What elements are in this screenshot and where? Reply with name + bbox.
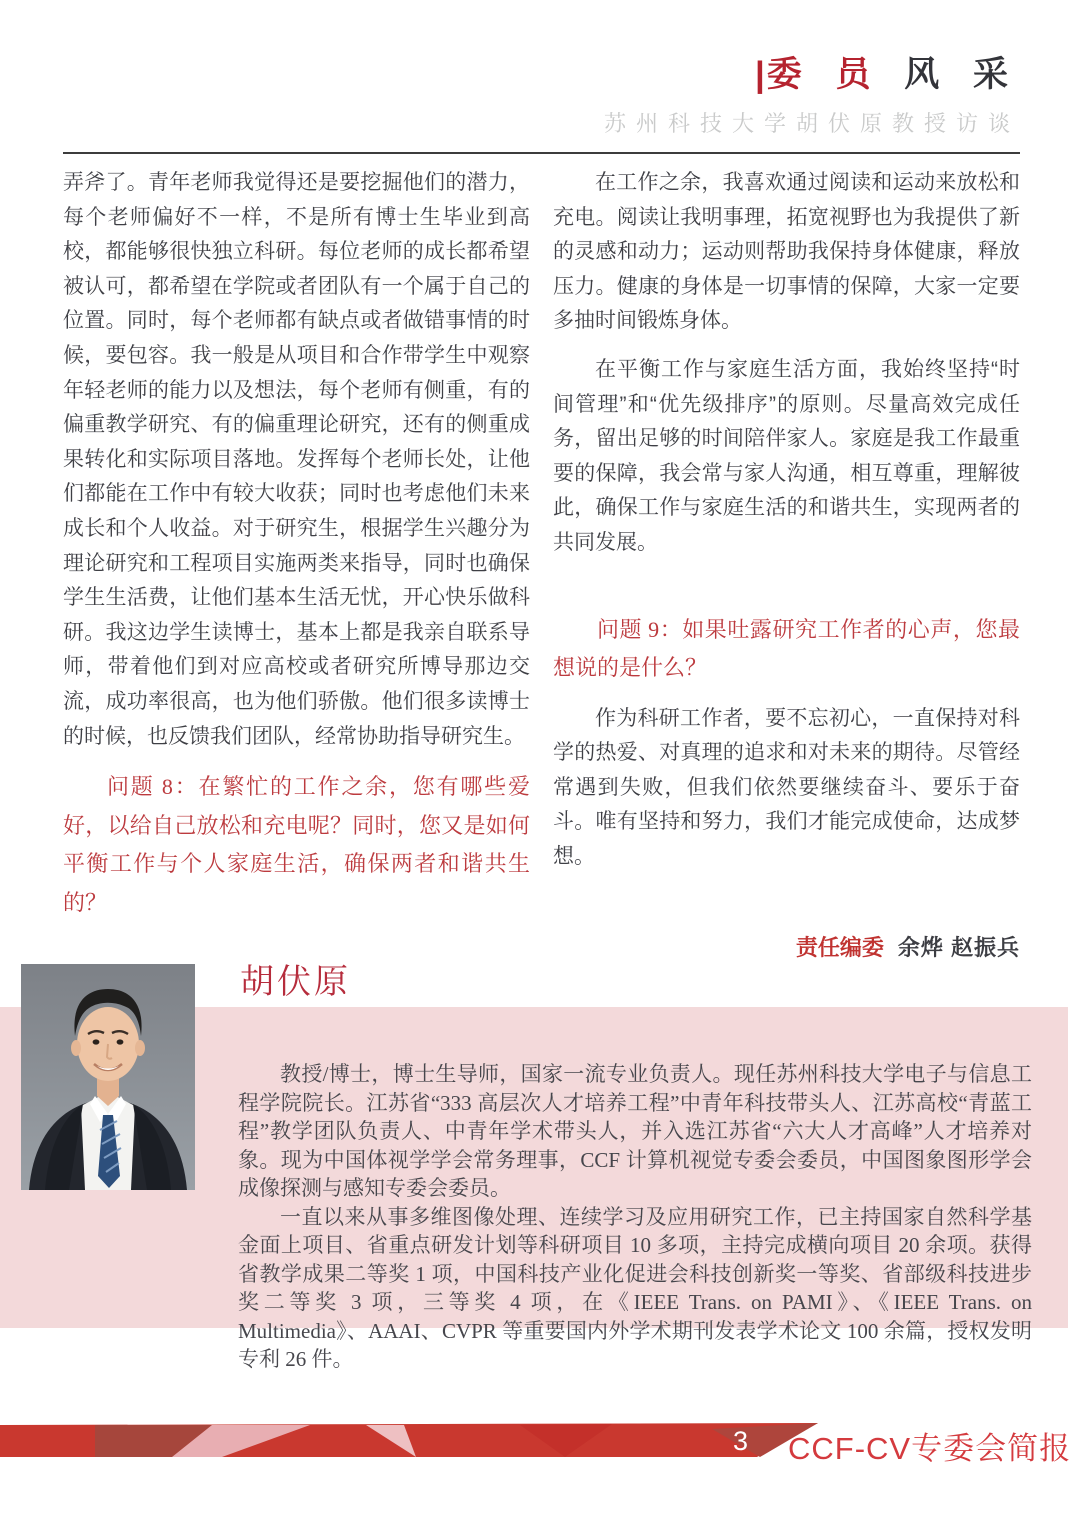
- footer-ribbon: [0, 1421, 820, 1459]
- page-header: [604, 56, 1020, 138]
- portrait-photo-illustration: [21, 964, 195, 1190]
- article-columns: [63, 166, 1020, 984]
- bio-paragraph-2: 一直以来从事多维图像处理、连续学习及应用研究工作，已主持国家自然科学基金面上项目、省重点研发计划等科研项目 10 多项，主持完成横向项目 20 余项。获得省教学成果二等奖 1 项，中国科技产业化促进会科技创新奖一等奖、省部级科技进步奖二等奖 3 项，三等奖 4 项，在《IEEE Trans. on PAMI》、《IEEE Trans. on Multimedia》、AAAI、CVPR 等重要国内外学术期刊发表学术论文 100 余篇，授权发明专利 26 件。: [238, 1204, 1032, 1371]
- profile-name: 胡伏原: [240, 963, 351, 1001]
- right-column: [553, 166, 1020, 984]
- profile-bio: [238, 1060, 1032, 1374]
- answer-paragraph-continued: 弄斧了。青年老师我觉得还是要挖掘他们的潜力，每个老师偏好不一样，不是所有博士生毕业到高校，都能够很快独立科研。每位老师的成长都希望被认可，都希望在学院或者团队有一个属于自己的位置。同时，每个老师都有缺点或者做错事情的时候，要包容。我一般是从项目和合作带学生中观察年轻老师的能力以及想法，每个老师有侧重，有的偏重教学研究、有的偏重理论研究，还有的侧重成果转化和实际项目落地。发挥每个老师长处，让他们都能在工作中有较大收获；同时也考虑他们未来成长和个人收益。对于研究生，根据学生兴趣分为理论研究和工程项目实施两类来指导，同时也确保学生生活费，让他们基本生活无忧，开心快乐做科研。我这边学生读博士，基本上都是我亲自联系导师，带着他们到对应高校或者研究所博导那边交流，成功率很高，也为他们骄傲。他们很多读博士的时候，也反馈我们团队，经常协助指导研究生。: [63, 171, 530, 748]
- header-divider: [63, 152, 1020, 154]
- editor-names: 余烨 赵振兵: [897, 934, 1020, 960]
- editor-label: 责任编委: [795, 934, 884, 960]
- section-marker-bar: |: [755, 55, 767, 94]
- question-8: 问题 8：在繁忙的工作之余，您有哪些爱好，以给自己放松和充电呢？同时，您又是如何平衡工作与个人家庭生活，确保两者和谐共生的？: [63, 774, 530, 915]
- section-title-red: 委 员: [766, 55, 883, 94]
- section-title: [604, 56, 1020, 95]
- left-column: [63, 166, 530, 984]
- editor-credit-line: [553, 931, 1020, 962]
- answer8-paragraph-1: 在工作之余，我喜欢通过阅读和运动来放松和充电。阅读让我明事理，拓宽视野也为我提供了新的灵感和动力；运动则帮助我保持身体健康，释放压力。健康的身体是一切事情的保障，大家一定要多抽时间锻炼身体。: [553, 171, 1020, 333]
- portrait-photo: [21, 964, 195, 1190]
- newsletter-brand: CCF-CV专委会简报: [788, 1431, 1072, 1466]
- page-number: 3: [733, 1426, 749, 1456]
- question-9: 问题 9：如果吐露研究工作者的心声，您最想说的是什么？: [553, 616, 1020, 681]
- section-title-dark: 风 采: [904, 55, 1020, 94]
- answer8-paragraph-2: 在平衡工作与家庭生活方面，我始终坚持“时间管理”和“优先级排序”的原则。尽量高效完成任务，留出足够的时间陪伴家人。家庭是我工作最重要的保障，我会常与家人沟通，相互尊重，理解彼此，确保工作与家庭生活的和谐共生，实现两者的共同发展。: [553, 357, 1020, 554]
- section-subtitle: 苏州科技大学胡伏原教授访谈: [603, 110, 1020, 136]
- bio-paragraph-1: 教授/博士，博士生导师，国家一流专业负责人。现任苏州科技大学电子与信息工程学院院长。江苏省“333 高层次人才培养工程”中青年科技带头人、江苏高校“青蓝工程”教学团队负责人、中青年学术带头人，并入选江苏省“六大人才高峰”人才培养对象。现为中国体视学学会常务理事，CCF 计算机视觉专委会委员，中国图象图形学会成像探测与感知专委会委员。: [238, 1062, 1032, 1200]
- answer9-paragraph: 作为科研工作者，要不忘初心，一直保持对科学的热爱、对真理的追求和对未来的期待。尽管经常遇到失败，但我们依然要继续奋斗、要乐于奋斗。唯有坚持和努力，我们才能完成使命，达成梦想。: [553, 706, 1020, 868]
